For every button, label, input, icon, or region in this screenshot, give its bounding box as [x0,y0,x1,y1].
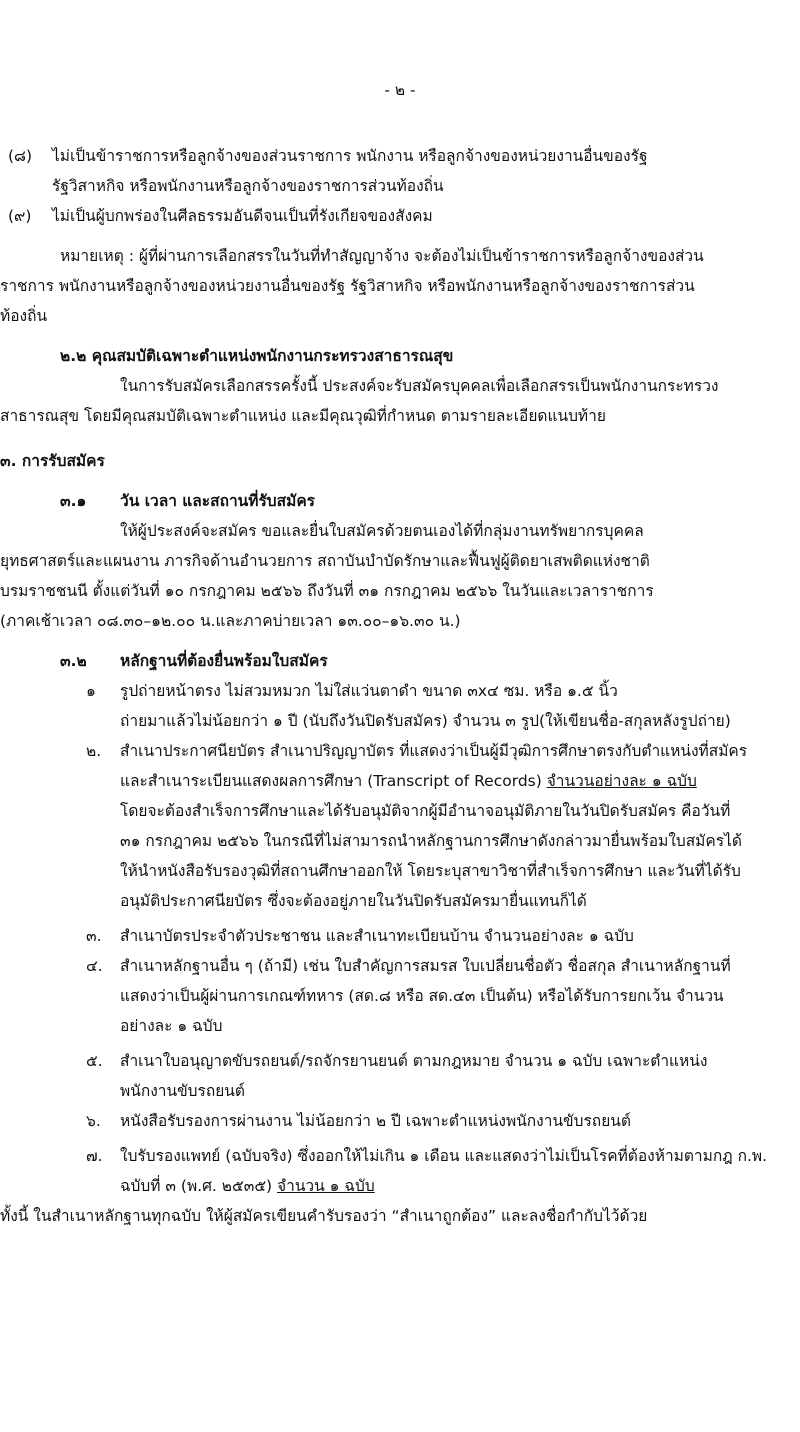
doc-5-line-2: พนักงานขับรถยนต์ [120,1082,245,1100]
section-3-1-heading: วัน เวลา และสถานที่รับสมัคร [120,492,316,510]
doc-2-line-2-underlined: จำนวนอย่างละ ๑ ฉบับ [546,772,697,790]
item-8-number: (๘) [8,147,33,165]
section-3-1-line-3: บรมราชชนนี ตั้งแต่วันที่ ๑๐ กรกฎาคม ๒๕๖๖ ถึงวันที่ ๓๑ กรกฎาคม ๒๕๖๖ ในวันและเวลาราชการ [0,582,654,600]
doc-4-number: ๔. [86,957,103,975]
doc-2-line-2 [120,771,697,791]
doc-7-line-1: ใบรับรองแพทย์ (ฉบับจริง) ซึ่งออกให้ไม่เกิน ๑ เดือน และแสดงว่าไม่เป็นโรคที่ต้องห้ามตามกฎ ก.พ. [120,1147,768,1165]
doc-4-line-2: แสดงว่าเป็นผู้ผ่านการเกณฑ์ทหาร (สด.๘ หรือ สด.๔๓ เป็นต้น) หรือได้รับการยกเว้น จำนวน [120,987,724,1005]
doc-1-line-1: รูปถ่ายหน้าตรง ไม่สวมหมวก ไม่ใส่แว่นตาดำ ขนาด ๓x๔ ซม. หรือ ๑.๕ นิ้ว [120,682,618,700]
page-number: - ๒ - [384,81,416,99]
doc-2-number: ๒. [86,742,102,760]
item-9-number: (๙) [8,207,32,225]
doc-2-line-6: อนุมัติประกาศนียบัตร ซึ่งจะต้องอยู่ภายในวันปิดรับสมัครมายื่นแทนก็ได้ [120,892,587,910]
doc-6-line-1: หนังสือรับรองการผ่านงาน ไม่น้อยกว่า ๒ ปี เฉพาะตำแหน่งพนักงานขับรถยนต์ [120,1112,631,1130]
doc-4-line-3: อย่างละ ๑ ฉบับ [120,1017,223,1035]
doc-6-number: ๖. [86,1112,101,1130]
doc-3-line-1: สำเนาบัตรประจำตัวประชาชน และสำเนาทะเบียนบ้าน จำนวนอย่างละ ๑ ฉบับ [120,927,634,945]
doc-2-line-5: ให้นำหนังสือรับรองวุฒิที่สถานศึกษาออกให้ โดยระบุสาขาวิชาที่สำเร็จการศึกษา และวันที่ได้รับ [120,862,741,880]
doc-1-number: ๑ [86,682,96,700]
section-3-1-number: ๓.๑ [60,492,87,510]
section-3-heading: ๓. การรับสมัคร [0,452,105,470]
section-3-2-number: ๓.๒ [60,652,87,670]
doc-2-line-2-text: และสำเนาระเบียนแสดงผลการศึกษา (Transcript of Records) [120,772,547,790]
doc-7-line-2-underlined: จำนวน ๑ ฉบับ [277,1177,375,1195]
doc-7-line-2 [120,1176,375,1196]
doc-2-line-3: โดยจะต้องสำเร็จการศึกษาและได้รับอนุมัติจากผู้มีอำนาจอนุมัติภายในวันปิดรับสมัคร คือวันที่ [120,802,731,820]
item-9-line-1: ไม่เป็นผู้บกพร่องในศีลธรรมอันดีจนเป็นที่รังเกียจของสังคม [52,207,433,225]
doc-5-number: ๕. [86,1052,103,1070]
note-line-1: หมายเหตุ : ผู้ที่ผ่านการเลือกสรรในวันที่ทำสัญญาจ้าง จะต้องไม่เป็นข้าราชการหรือลูกจ้างของส่วน [60,247,704,265]
doc-3-number: ๓. [86,927,102,945]
section-3-1-line-2: ยุทธศาสตร์และแผนงาน ภารกิจด้านอำนวยการ สถาบันบำบัดรักษาและฟื้นฟูผู้ติดยาเสพติดแห่งชาติ [0,552,650,570]
note-line-2: ราชการ พนักงานหรือลูกจ้างของหน่วยงานอื่นของรัฐ รัฐวิสาหกิจ หรือพนักงานหรือลูกจ้างของราชการส่วน [0,277,695,295]
item-8-line-2: รัฐวิสาหกิจ หรือพนักงานหรือลูกจ้างของราชการส่วนท้องถิ่น [52,177,444,195]
note-line-3: ท้องถิ่น [0,307,48,325]
doc-7-line-2-text: ฉบับที่ ๓ (พ.ศ. ๒๕๓๕) [120,1177,278,1195]
doc-2-line-4: ๓๑ กรกฎาคม ๒๕๖๖ ในกรณีที่ไม่สามารถนำหลักฐานการศึกษาดังกล่าวมายื่นพร้อมใบสมัครได้ [120,832,742,850]
section-2-2-line-2: สาธารณสุข โดยมีคุณสมบัติเฉพาะตำแหน่ง และมีคุณวุฒิที่กำหนด ตามรายละเอียดแนบท้าย [0,407,606,425]
doc-4-line-1: สำเนาหลักฐานอื่น ๆ (ถ้ามี) เช่น ใบสำคัญการสมรส ใบเปลี่ยนชื่อตัว ชื่อสกุล สำเนาหลักฐานที่ [120,957,731,975]
section-3-1-line-1: ให้ผู้ประสงค์จะสมัคร ขอและยื่นใบสมัครด้วยตนเองได้ที่กลุ่มงานทรัพยากรบุคคล [120,522,644,540]
closing-statement: ทั้งนี้ ในสำเนาหลักฐานทุกฉบับ ให้ผู้สมัครเขียนคำรับรองว่า “สำเนาถูกต้อง” และลงชื่อกำกับไว้ด้วย [0,1207,648,1225]
section-3-2-heading: หลักฐานที่ต้องยื่นพร้อมใบสมัคร [120,652,328,670]
section-3-1-line-4: (ภาคเช้าเวลา ๐๘.๓๐–๑๒.๐๐ น.และภาคบ่ายเวลา ๑๓.๐๐–๑๖.๓๐ น.) [0,612,461,630]
item-8-line-1: ไม่เป็นข้าราชการหรือลูกจ้างของส่วนราชการ พนักงาน หรือลูกจ้างของหน่วยงานอื่นของรัฐ [52,147,648,165]
section-2-2-line-1: ในการรับสมัครเลือกสรรครั้งนี้ ประสงค์จะรับสมัครบุคคลเพื่อเลือกสรรเป็นพนักงานกระทรวง [120,377,719,395]
doc-2-line-1: สำเนาประกาศนียบัตร สำเนาปริญญาบัตร ที่แสดงว่าเป็นผู้มีวุฒิการศึกษาตรงกับตำแหน่งที่สมัคร [120,742,748,760]
section-2-2-heading: ๒.๒ คุณสมบัติเฉพาะตำแหน่งพนักงานกระทรวงสาธารณสุข [60,347,454,365]
doc-5-line-1: สำเนาใบอนุญาตขับรถยนต์/รถจักรยานยนต์ ตามกฎหมาย จำนวน ๑ ฉบับ เฉพาะตำแหน่ง [120,1052,708,1070]
doc-1-line-2: ถ่ายมาแล้วไม่น้อยกว่า ๑ ปี (นับถึงวันปิดรับสมัคร) จำนวน ๓ รูป(ให้เขียนชื่อ-สกุลหลังรูปถ่าย) [120,712,731,730]
doc-7-number: ๗. [86,1147,103,1165]
